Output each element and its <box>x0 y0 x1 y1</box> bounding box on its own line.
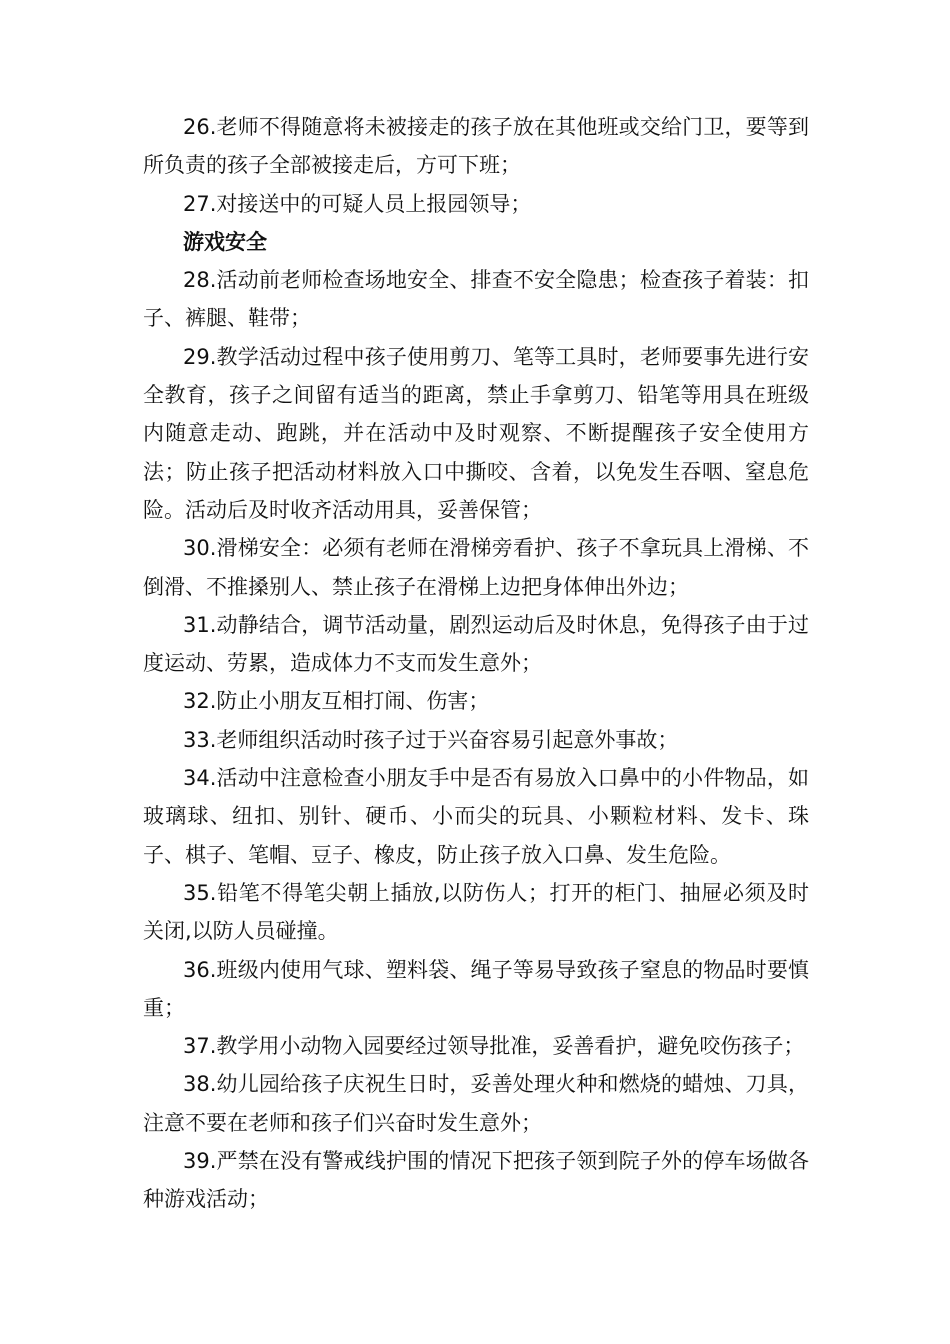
document-body <box>143 108 809 1219</box>
section-heading: 游戏安全 <box>183 229 267 254</box>
list-item: 29.教学活动过程中孩子使用剪刀、笔等工具时，老师要事先进行安全教育，孩子之间留有适当的距离，禁止手拿剪刀、铅笔等用具在班级内随意走动、跑跳，并在活动中及时观察、不断提醒孩子安全使用方法；防止孩子把活动材料放入口中撕咬、含着，以免发生吞咽、窒息危险。活动后及时收齐活动用具，妥善保管； <box>143 344 809 522</box>
list-item: 32.防止小朋友互相打闹、伤害； <box>183 689 490 714</box>
list-item: 33.老师组织活动时孩子过于兴奋容易引起意外事故； <box>183 727 679 752</box>
list-item: 38.幼儿园给孩子庆祝生日时，妥善处理火种和燃烧的蜡烛、刀具，注意不要在老师和孩子们兴奋时发生意外； <box>143 1072 809 1135</box>
list-item: 27.对接送中的可疑人员上报园领导； <box>183 191 532 216</box>
list-item: 37.教学用小动物入园要经过领导批准，妥善看护，避免咬伤孩子； <box>183 1034 805 1059</box>
list-item: 35.铅笔不得笔尖朝上插放,以防伤人；打开的柜门、抽屉必须及时关闭,以防人员碰撞。 <box>143 880 809 944</box>
list-item: 36.班级内使用气球、塑料袋、绳子等易导致孩子窒息的物品时要慎重； <box>143 957 809 1020</box>
list-item: 39.严禁在没有警戒线护围的情况下把孩子领到院子外的停车场做各种游戏活动； <box>143 1149 809 1212</box>
list-item: 28.活动前老师检查场地安全、排查不安全隐患；检查孩子着装：扣子、裤腿、鞋带； <box>143 268 809 331</box>
list-item: 31.动静结合，调节活动量，剧烈运动后及时休息，免得孩子由于过度运动、劳累，造成体力不支而发生意外； <box>143 612 809 676</box>
list-item: 34.活动中注意检查小朋友手中是否有易放入口鼻中的小件物品，如玻璃球、纽扣、别针、硬币、小而尖的玩具、小颗粒材料、发卡、珠子、棋子、笔帽、豆子、橡皮，防止孩子放入口鼻、发生危险。 <box>143 766 809 867</box>
list-item: 30.滑梯安全：必须有老师在滑梯旁看护、孩子不拿玩具上滑梯、不倒滑、不推搡别人、禁止孩子在滑梯上边把身体伸出外边； <box>143 536 809 599</box>
list-item: 26.老师不得随意将未被接走的孩子放在其他班或交给门卫，要等到所负责的孩子全部被接走后，方可下班； <box>143 115 809 178</box>
